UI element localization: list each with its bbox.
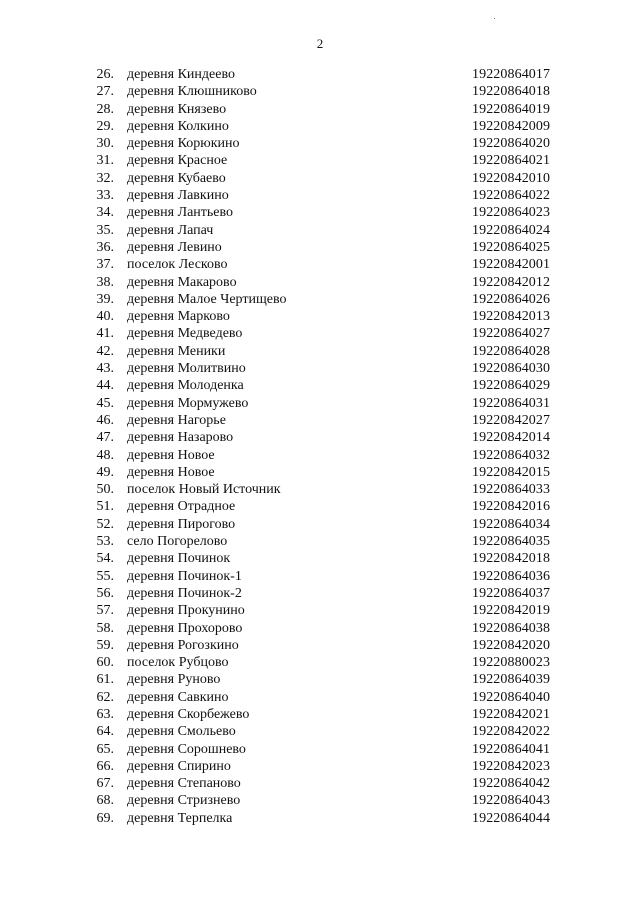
list-item [0, 429, 640, 446]
settlement-code: 19220864036 [472, 568, 551, 584]
settlement-name: деревня Корюкино [127, 136, 240, 152]
item-number: 44. [96, 378, 114, 394]
list-item [0, 412, 640, 429]
list-item [0, 66, 640, 83]
list-item [0, 620, 640, 637]
settlement-code: 19220842010 [472, 170, 551, 186]
list-item [0, 377, 640, 394]
item-number: 38. [96, 274, 114, 290]
settlement-code: 19220842022 [472, 724, 551, 740]
settlement-name: деревня Сорошнево [127, 741, 246, 757]
settlement-code: 19220864043 [472, 793, 551, 809]
settlement-name: деревня Киндеево [127, 67, 235, 82]
settlement-name: деревня Отрадное [127, 499, 236, 515]
item-number: 61. [96, 672, 114, 688]
settlement-code: 19220864022 [472, 188, 551, 204]
settlement-name: деревня Починок-1 [127, 568, 242, 584]
settlement-code: 19220864021 [472, 153, 551, 169]
settlement-name: деревня Лавкино [127, 188, 229, 204]
settlement-name: деревня Князево [127, 101, 227, 117]
list-item [0, 689, 640, 706]
item-number: 46. [96, 412, 114, 428]
list-item [0, 308, 640, 325]
list-item [0, 135, 640, 152]
settlement-name: деревня Макарово [127, 274, 237, 290]
settlement-name: деревня Степаново [127, 776, 241, 792]
settlement-name: деревня Терпелка [127, 810, 233, 826]
item-number: 37. [96, 257, 114, 273]
list-item [0, 118, 640, 135]
settlement-code: 19220864035 [472, 534, 551, 550]
list-item [0, 775, 640, 792]
list-item [0, 170, 640, 187]
item-number: 60. [96, 655, 114, 671]
settlement-code: 19220842027 [472, 412, 551, 428]
list-item [0, 325, 640, 342]
item-number: 67. [96, 776, 114, 792]
settlement-name: деревня Починок [127, 551, 231, 567]
item-number: 52. [96, 516, 114, 532]
list-item [0, 101, 640, 118]
list-item [0, 671, 640, 688]
list-item [0, 602, 640, 619]
settlement-code: 19220842023 [472, 758, 551, 774]
item-number: 36. [96, 239, 114, 255]
list-item [0, 395, 640, 412]
list-item [0, 481, 640, 498]
settlement-code: 19220864039 [472, 672, 551, 688]
list-item [0, 256, 640, 273]
settlement-code: 19220864018 [472, 84, 551, 100]
settlement-name: деревня Савкино [127, 689, 229, 705]
settlement-code: 19220864026 [472, 291, 551, 307]
settlement-code: 19220864019 [472, 101, 551, 117]
settlement-code: 19220864030 [472, 361, 551, 377]
list-item [0, 585, 640, 602]
settlement-name: деревня Кубаево [127, 170, 226, 186]
list-item [0, 792, 640, 809]
item-number: 47. [96, 430, 114, 446]
settlement-name: деревня Малое Чертищево [127, 291, 287, 307]
list-item [0, 291, 640, 308]
settlement-code: 19220842014 [472, 430, 551, 446]
settlement-name: деревня Смольево [127, 724, 236, 740]
item-number: 50. [96, 482, 114, 498]
item-number: 54. [96, 551, 114, 567]
settlement-name: деревня Назарово [127, 430, 234, 446]
item-number: 33. [96, 188, 114, 204]
item-number: 40. [96, 309, 114, 325]
list-item [0, 498, 640, 515]
settlement-name: деревня Лантьево [127, 205, 234, 221]
item-number: 32. [96, 170, 114, 186]
item-number: 31. [96, 153, 114, 169]
settlement-code: 19220842020 [472, 637, 551, 653]
settlement-code: 19220842009 [472, 118, 551, 134]
settlement-code: 19220864017 [472, 67, 551, 82]
settlement-name: деревня Молоденка [127, 378, 244, 394]
list-item [0, 360, 640, 377]
settlement-code: 19220864025 [472, 239, 551, 255]
settlement-code: 19220864042 [472, 776, 551, 792]
settlement-code: 19220864029 [472, 378, 551, 394]
settlement-name: деревня Меники [127, 343, 226, 359]
settlement-code: 19220880023 [472, 655, 551, 671]
settlement-code: 19220842015 [472, 464, 551, 480]
list-item [0, 274, 640, 291]
settlement-code: 19220842019 [472, 603, 551, 619]
settlement-name: деревня Колкино [127, 118, 229, 134]
item-number: 49. [96, 464, 114, 480]
item-number: 51. [96, 499, 114, 515]
settlement-name: деревня Руново [127, 672, 221, 688]
list-item [0, 204, 640, 221]
list-item [0, 152, 640, 169]
settlement-code: 19220864024 [472, 222, 551, 238]
settlement-code: 19220864033 [472, 482, 551, 498]
list-item [0, 723, 640, 740]
settlement-name: деревня Спирино [127, 758, 231, 774]
list-item [0, 568, 640, 585]
list-item [0, 464, 640, 481]
settlement-name: поселок Лесково [127, 257, 228, 273]
settlement-code: 19220842012 [472, 274, 551, 290]
item-number: 56. [96, 585, 114, 601]
list-item [0, 343, 640, 360]
item-number: 64. [96, 724, 114, 740]
item-number: 43. [96, 361, 114, 377]
item-number: 39. [96, 291, 114, 307]
item-number: 30. [96, 136, 114, 152]
item-number: 62. [96, 689, 114, 705]
item-number: 65. [96, 741, 114, 757]
settlement-code: 19220864028 [472, 343, 551, 359]
settlement-code: 19220842016 [472, 499, 551, 515]
list-item [0, 758, 640, 775]
item-number: 53. [96, 534, 114, 550]
settlement-code: 19220864044 [472, 810, 551, 826]
settlement-code: 19220864027 [472, 326, 551, 342]
list-item [0, 654, 640, 671]
settlement-name: деревня Нагорье [127, 412, 226, 428]
settlement-code: 19220864040 [472, 689, 551, 705]
settlement-name: деревня Марково [127, 309, 230, 325]
settlement-name: деревня Скорбежево [127, 706, 250, 722]
settlement-code: 19220864020 [472, 136, 551, 152]
settlement-name: деревня Молитвино [127, 361, 246, 377]
settlement-name: деревня Стризнево [127, 793, 241, 809]
settlement-code: 19220864032 [472, 447, 551, 463]
list-item [0, 810, 640, 827]
list-item [0, 83, 640, 100]
item-number: 29. [96, 118, 114, 134]
settlement-code: 19220864034 [472, 516, 551, 532]
item-number: 27. [96, 84, 114, 100]
settlement-code: 19220864031 [472, 395, 551, 411]
item-number: 48. [96, 447, 114, 463]
list-item [0, 239, 640, 256]
item-number: 45. [96, 395, 114, 411]
list-item [0, 516, 640, 533]
settlement-name: деревня Новое [127, 447, 215, 463]
list-item [0, 222, 640, 239]
settlement-code: 19220864038 [472, 620, 551, 636]
item-number: 41. [96, 326, 114, 342]
list-item [0, 706, 640, 723]
settlement-name: поселок Рубцово [127, 655, 229, 671]
settlement-code: 19220864037 [472, 585, 551, 601]
item-number: 42. [96, 343, 114, 359]
settlement-name: поселок Новый Источник [127, 482, 281, 498]
settlement-name: деревня Починок-2 [127, 585, 242, 601]
list-item [0, 447, 640, 464]
scan-speck [494, 18, 495, 19]
item-number: 63. [96, 706, 114, 722]
item-number: 59. [96, 637, 114, 653]
settlement-name: деревня Красное [127, 153, 228, 169]
settlement-name: деревня Медведево [127, 326, 243, 342]
page-number: 2 [316, 36, 324, 51]
item-number: 58. [96, 620, 114, 636]
settlement-name: деревня Рогозкино [127, 637, 239, 653]
item-number: 55. [96, 568, 114, 584]
settlement-name: деревня Пирогово [127, 516, 236, 532]
settlement-code: 19220842021 [472, 706, 551, 722]
list-item [0, 187, 640, 204]
settlement-name: деревня Клюшниково [127, 84, 257, 100]
settlement-name: деревня Левино [127, 239, 222, 255]
settlement-list [0, 66, 640, 827]
item-number: 66. [96, 758, 114, 774]
settlement-name: деревня Прохорово [127, 620, 243, 636]
settlement-name: деревня Прокунино [127, 603, 245, 619]
item-number: 68. [96, 793, 114, 809]
list-item [0, 533, 640, 550]
item-number: 28. [96, 101, 114, 117]
item-number: 69. [96, 810, 114, 826]
item-number: 57. [96, 603, 114, 619]
settlement-code: 19220842001 [472, 257, 551, 273]
list-item [0, 637, 640, 654]
settlement-code: 19220864023 [472, 205, 551, 221]
list-item [0, 741, 640, 758]
settlement-name: деревня Новое [127, 464, 215, 480]
settlement-code: 19220864041 [472, 741, 551, 757]
item-number: 35. [96, 222, 114, 238]
settlement-code: 19220842013 [472, 309, 551, 325]
settlement-code: 19220842018 [472, 551, 551, 567]
settlement-name: деревня Лапач [127, 222, 214, 238]
settlement-name: село Погорелово [127, 534, 228, 550]
item-number: 34. [96, 205, 114, 221]
list-item [0, 550, 640, 567]
item-number: 26. [96, 67, 114, 82]
settlement-name: деревня Мормужево [127, 395, 249, 411]
